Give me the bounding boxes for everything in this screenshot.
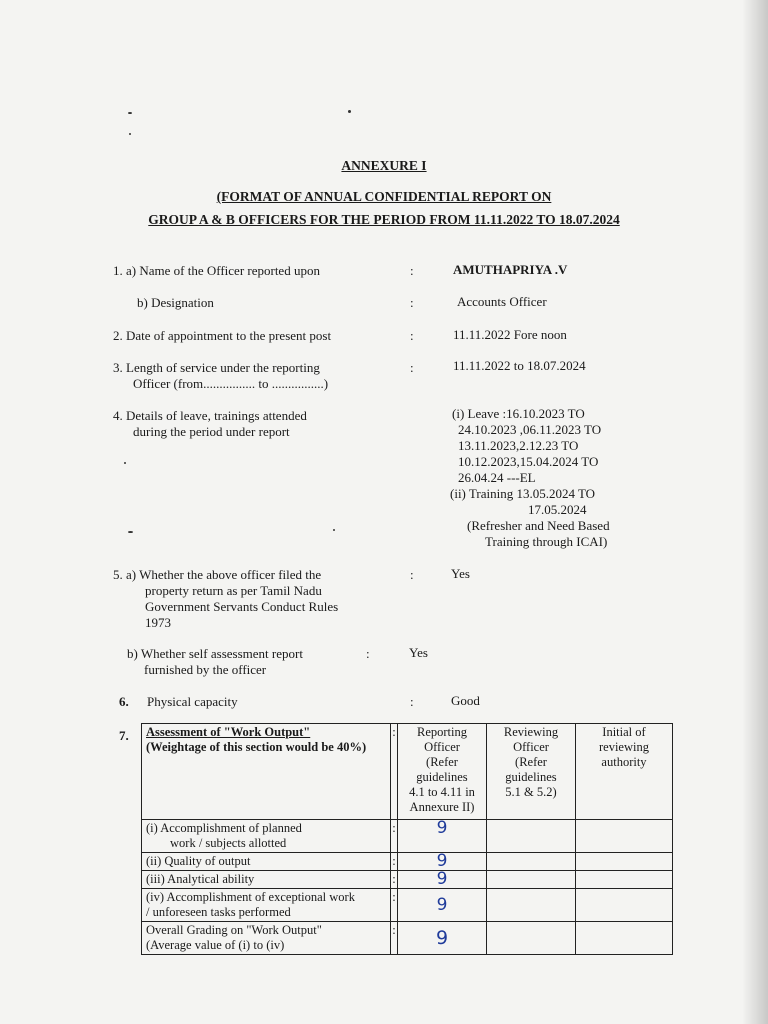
header-line: guidelines [505, 770, 557, 784]
assessment-header-cell [142, 724, 391, 820]
header-line: guidelines [416, 770, 468, 784]
training-line: Training through ICAI) [485, 534, 608, 549]
table-header-row [142, 724, 673, 820]
header-line: Reporting [417, 725, 467, 739]
header-line: Annexure II) [409, 800, 475, 814]
leave-line: (i) Leave :16.10.2023 TO [452, 406, 585, 421]
item-4-label-cont: during the period under report [133, 424, 290, 439]
header-line: Officer [424, 740, 460, 754]
initial-cell [576, 922, 673, 955]
colon-cell: : [391, 724, 398, 820]
criterion-cell [142, 922, 391, 955]
leave-line: 24.10.2023 ,06.11.2023 TO [458, 422, 602, 437]
item-5b-label: b) Whether self assessment report [127, 646, 303, 661]
reporting-score: 9 [398, 820, 487, 853]
item-5a-label-cont: Government Servants Conduct Rules [145, 599, 339, 614]
training-line: 17.05.2024 [528, 502, 587, 517]
leave-line: 13.11.2023,2.12.23 TO [458, 438, 579, 453]
criterion-cell [142, 820, 391, 853]
reporting-score: 9 [398, 871, 487, 889]
item-5a-label: 5. a) Whether the above officer filed the [113, 567, 322, 582]
colon: : [410, 360, 414, 375]
initial-authority-header [576, 724, 673, 820]
training-line: (ii) Training 13.05.2024 TO [450, 486, 596, 501]
assessment-title: Assessment of "Work Output" [146, 725, 311, 739]
criterion-cell [142, 889, 391, 922]
header-line: authority [601, 755, 647, 769]
scan-speck [129, 133, 131, 135]
table-row [142, 889, 673, 922]
designation-value: Accounts Officer [457, 294, 547, 309]
colon: : [410, 295, 414, 310]
item-3-label-cont: Officer (from................ to ................) [133, 376, 329, 391]
reviewing-score [487, 922, 576, 955]
header-line: 5.1 & 5.2) [505, 785, 557, 799]
table-row [142, 820, 673, 853]
overall-grade: 9 [398, 922, 487, 955]
scan-speck [128, 531, 133, 533]
item-1b-label: b) Designation [137, 295, 214, 310]
reporting-officer-header [398, 724, 487, 820]
table-row [142, 922, 673, 955]
work-output-assessment-table [141, 723, 673, 955]
item-4-label: 4. Details of leave, trainings attended [113, 408, 307, 423]
header-line: (Refer [426, 755, 458, 769]
reviewing-score [487, 853, 576, 871]
property-return-value: Yes [451, 566, 470, 581]
reporting-score: 9 [398, 853, 487, 871]
colon-cell: : [391, 853, 398, 871]
colon-cell: : [391, 889, 398, 922]
criterion-label: (ii) Quality of output [146, 854, 251, 868]
table-row [142, 853, 673, 871]
initial-cell [576, 889, 673, 922]
colon: : [410, 263, 414, 278]
criterion-cell [142, 853, 391, 871]
colon: : [410, 328, 414, 343]
header-line: Initial of [602, 725, 646, 739]
item-5a-label-cont: property return as per Tamil Nadu [145, 583, 322, 598]
item-2-label: 2. Date of appointment to the present post [113, 328, 332, 343]
reviewing-score [487, 871, 576, 889]
scan-speck [128, 112, 132, 114]
item-6-number: 6. [119, 694, 129, 709]
colon-cell: : [391, 922, 398, 955]
table-row [142, 871, 673, 889]
criterion-cell [142, 871, 391, 889]
criterion-label: Overall Grading on "Work Output" [146, 923, 322, 937]
item-5a-label-cont: 1973 [145, 615, 171, 630]
header-line: (Refer [515, 755, 547, 769]
leave-line: 26.04.24 ---EL [458, 470, 536, 485]
report-format-title: (FORMAT OF ANNUAL CONFIDENTIAL REPORT ON [216, 189, 552, 204]
colon-cell: : [391, 871, 398, 889]
item-6-label: Physical capacity [147, 694, 238, 709]
initial-cell [576, 820, 673, 853]
annexure-title: ANNEXURE I [341, 158, 427, 173]
initial-cell [576, 853, 673, 871]
item-7-number: 7. [119, 728, 129, 743]
training-line: (Refresher and Need Based [467, 518, 610, 533]
criterion-label: (Average value of (i) to (iv) [146, 938, 285, 952]
reviewing-score [487, 889, 576, 922]
criterion-label: work / subjects allotted [170, 836, 287, 850]
colon: : [410, 694, 414, 709]
report-period-title: GROUP A & B OFFICERS FOR THE PERIOD FROM 11.11.2022 TO 18.07.2024 [148, 212, 620, 227]
criterion-label: (iv) Accomplishment of exceptional work [146, 890, 355, 904]
assessment-weightage: (Weightage of this section would be 40%) [146, 740, 367, 754]
service-length-value: 11.11.2022 to 18.07.2024 [453, 358, 586, 373]
reviewing-score [487, 820, 576, 853]
item-1a-label: 1. a) Name of the Officer reported upon [113, 263, 320, 278]
scan-speck [124, 462, 126, 464]
criterion-label: (i) Accomplishment of planned [146, 821, 302, 835]
header-line: Officer [513, 740, 549, 754]
reporting-score: 9 [398, 889, 487, 922]
initial-cell [576, 871, 673, 889]
scan-speck [333, 529, 335, 531]
colon: : [366, 646, 370, 661]
criterion-label: (iii) Analytical ability [146, 872, 255, 886]
item-3-label: 3. Length of service under the reporting [113, 360, 320, 375]
scan-speck [348, 110, 351, 113]
colon-cell: : [391, 820, 398, 853]
self-assessment-value: Yes [409, 645, 428, 660]
header-line: reviewing [599, 740, 649, 754]
colon: : [410, 567, 414, 582]
leave-line: 10.12.2023,15.04.2024 TO [458, 454, 599, 469]
header-line: Reviewing [503, 725, 559, 739]
header-line: 4.1 to 4.11 in [409, 785, 475, 799]
criterion-label: / unforeseen tasks performed [146, 905, 291, 919]
item-5b-label-cont: furnished by the officer [144, 662, 267, 677]
physical-capacity-value: Good [451, 693, 480, 708]
appointment-date-value: 11.11.2022 Fore noon [453, 327, 567, 342]
reviewing-officer-header [487, 724, 576, 820]
officer-name-value: AMUTHAPRIYA .V [453, 262, 568, 277]
